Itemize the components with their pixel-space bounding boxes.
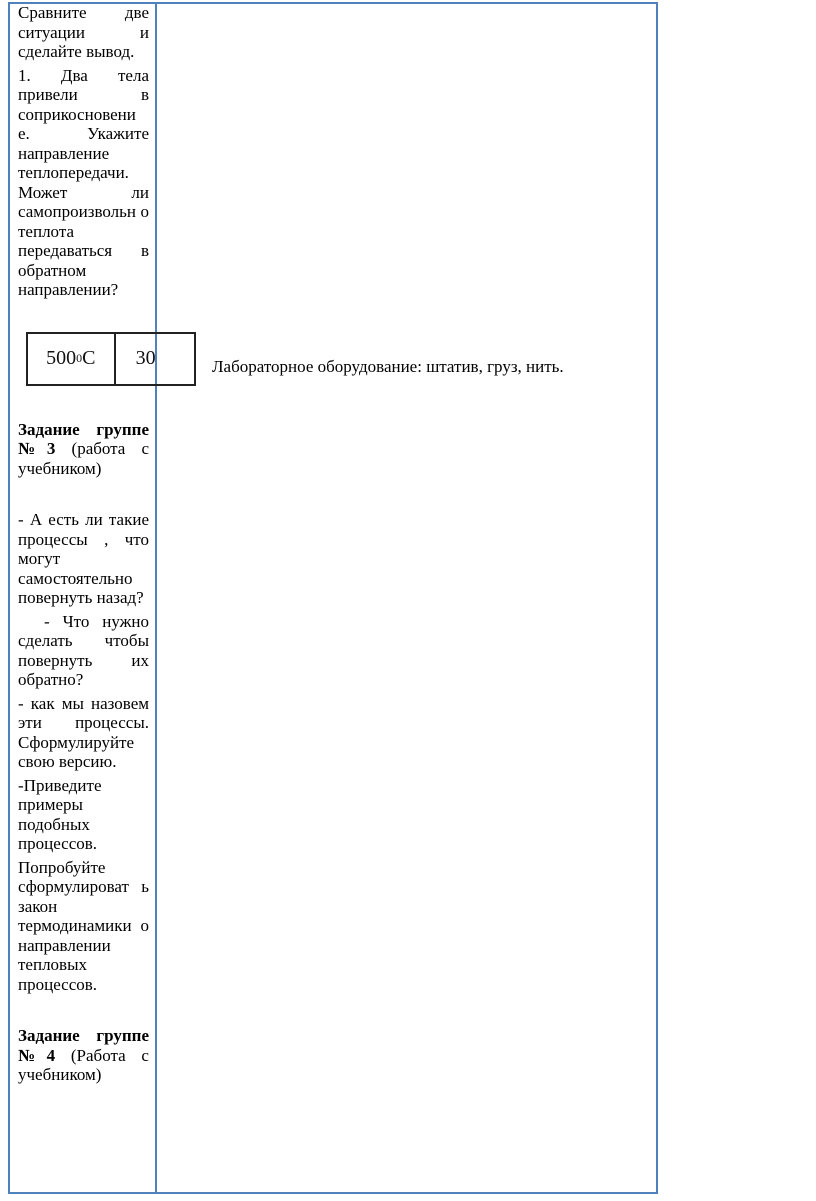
question-heat-transfer: 1. Два тела привели в соприкосновени е. Укажите направление теплопередачи. Может ли самопроизвольн о теплота передаваться в обратном направлении? [18, 65, 149, 299]
question-examples: -Приведите примеры подобных процессов. [18, 775, 102, 853]
left-column [18, 3, 156, 1085]
temperature-cell-hot [28, 334, 116, 384]
task-group-3-note: (работа с учебником) [18, 439, 149, 478]
question-formulate-law: Попробуйте сформулироват ь закон термодинамики о направлении тепловых процессов. [18, 857, 149, 994]
instruction-compare: Сравните две ситуации и сделайте вывод. [18, 3, 149, 61]
question-reverse-processes: - А есть ли такие процессы , что могут самостоятельно повернуть назад? [18, 510, 149, 607]
temperature-value-cropped: 30 [135, 346, 156, 369]
question-name-processes: - как мы назовем эти процессы. Сформулируйте свою версию. [18, 693, 149, 771]
temperature-unit: С [82, 346, 96, 369]
temperature-superscript: 0 [76, 350, 83, 365]
task-group-3-title: Задание группе №3 [18, 419, 149, 458]
task-group-3 [18, 420, 149, 479]
task-group-4-note: (Работа с учебником) [18, 1045, 149, 1084]
task-group-4-title: Задание группе №4 [18, 1026, 149, 1065]
task-group-4 [18, 1026, 149, 1085]
lab-equipment-text: Лабораторное оборудование: штатив, груз, нить. [212, 357, 564, 376]
temperature-cell-cold [116, 334, 194, 384]
column-divider [155, 2, 157, 1194]
question-how-to-reverse: - Что нужно сделать чтобы повернуть их обратно? [18, 611, 154, 689]
temperature-table-frame [26, 332, 196, 386]
temperature-value: 500 [46, 346, 77, 369]
temperature-table [18, 324, 156, 384]
